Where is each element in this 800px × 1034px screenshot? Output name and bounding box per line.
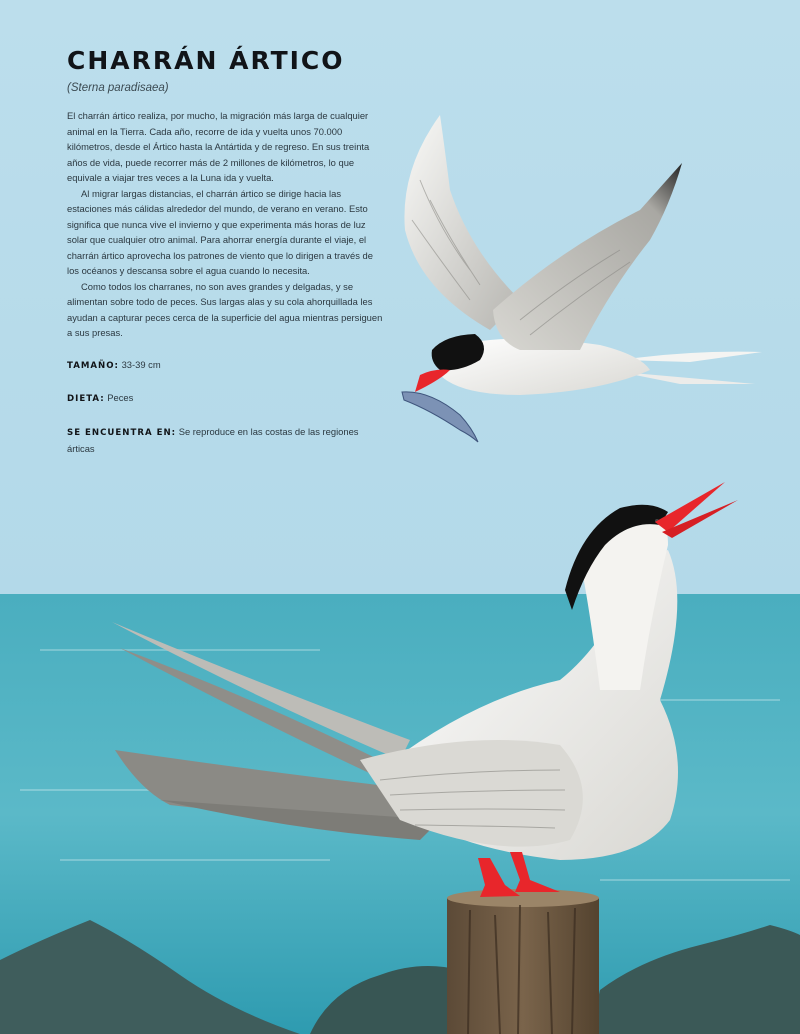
fact-habitat xyxy=(67,424,387,457)
paragraph: El charrán ártico realiza, por mucho, la migración más larga de cualquier animal en la Tierra. Cada año, recorre de ida y vuelta unos 70.000 kilómetros, desde el Ártico hasta la Antártida y de regreso. En sus treinta años de vida, puede recorrer más de 2 millones de kilómetros, lo que equivale a viajar tres veces a la Luna ida y vuelta. xyxy=(67,110,370,183)
fact-value: 33-39 cm xyxy=(118,358,161,370)
paragraph: Como todos los charranes, no son aves grandes y delgadas, y se alimentan sobre todo de peces. Sus largas alas y su cola ahorquillada les ayudan a capturar peces cerca de la superficie del agua mientras persiguen a sus presas. xyxy=(67,280,383,338)
fact-label: DIETA: xyxy=(67,394,105,404)
fact-value: Se reproduce en las costas de las regiones árticas xyxy=(67,425,359,454)
article-text xyxy=(67,46,387,457)
article-body xyxy=(67,108,387,341)
fact-label: TAMAÑO: xyxy=(67,360,119,371)
fact-value: Peces xyxy=(104,392,134,403)
scientific-name: (Sterna paradisaea) xyxy=(67,82,169,94)
fact-diet xyxy=(67,390,387,408)
wooden-post xyxy=(447,889,599,1034)
fact-label: SE ENCUENTRA EN: xyxy=(67,427,177,438)
paragraph: Al migrar largas distancias, el charrán ártico se dirige hacia las estaciones más cálidas alrededor del mundo, de verano en verano. Esto significa que nunca vive el invierno y que experimenta más horas de luz solar que cualquier otro animal. Para ahorrar energía durante el viaje, el charrán ártico aprovecha los patrones de viento que lo dirigen a través de los océanos y descansa sobre el agua cuando lo necesita. xyxy=(67,187,373,276)
page-title: CHARRÁN ÁRTICO xyxy=(67,46,345,75)
fact-size xyxy=(67,357,387,375)
